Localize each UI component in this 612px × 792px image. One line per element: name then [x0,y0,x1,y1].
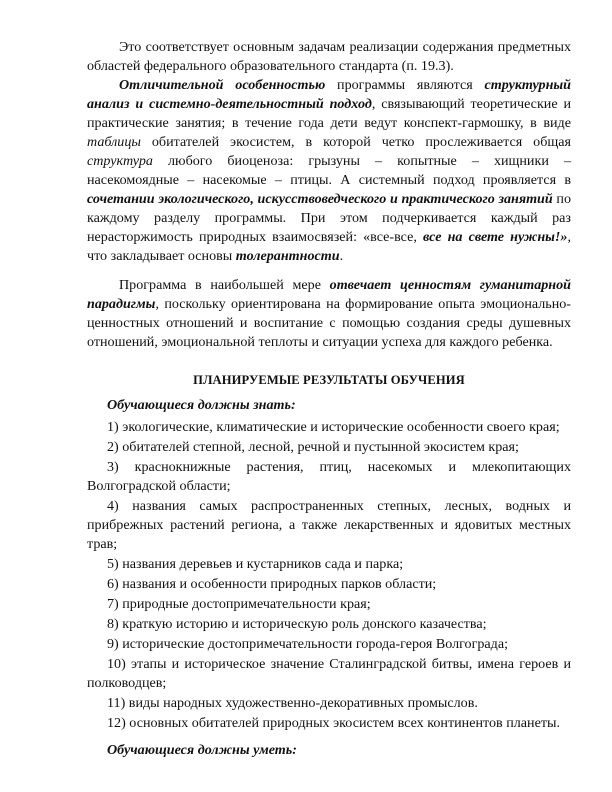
list-item: 3) краснокнижные растения, птиц, насекомых и млекопитающих Волгоградской области; [87,459,571,494]
list-item: 2) обитателей степной, лесной, речной и пустынной экосистем края; [107,439,519,455]
text-run: . [339,248,344,264]
list-item: 4) названия самых распространенных степных, лесных, водных и прибрежных растений региона, а также лекарственных и ядовитых местных трав; [87,498,571,552]
text-run: программы являются [325,77,485,93]
text-run: , что закладывает основы [87,229,571,264]
paragraph-features [87,76,571,266]
paragraph-standard: Это соответствует основным задачам реализации содержания предметных областей федерального образовательного стандарта (п. 19.3). [87,39,571,74]
section-heading: ПЛАНИРУЕМЫЕ РЕЗУЛЬТАТЫ ОБУЧЕНИЯ [193,373,465,387]
list-item: 7) природные достопримечательности края; [107,596,371,612]
emph-combination: сочетании экологического, искусствоведческого и практического занятий [87,191,553,207]
list-item: 1) экологические, климатические и исторические особенности своего края; [107,419,560,435]
text-column [87,38,571,763]
emph-table: таблицы [87,134,141,150]
list-item: 9) исторические достопримечательности города-героя Волгограда; [107,636,509,652]
text-run: , связывающий теоретические и практические занятия; в течение года дети ведут конспект-гармошку, в виде [87,96,571,131]
list-item: 6) названия и особенности природных парков области; [107,576,437,592]
text-run: обитателей экосистем, в которой четко прослеживается общая [140,134,571,150]
text-run: Программа в наибольшей мере [119,277,330,293]
text-run: любого биоценоза: грызуны – копытные – хищники – насекомоядные – насекомые – птицы. А системный подход проявляется в [87,153,571,188]
subheading-must-know: Обучающиеся должны знать: [107,397,296,413]
emph-humanitarian-paradigm: отвечает ценностям гуманитарной парадигмы [87,277,572,312]
text-run: , поскольку ориентирована на формирование опыта эмоционально-ценностных отношений и воспитание с помощью создания среды душевных отношений, эмоциональной теплоты и ситуации успеха для каждого ребенка. [87,296,571,350]
list-item: 11) виды народных художественно-декоративных промыслов. [107,695,478,711]
list-item: 12) основных обитателей природных экосистем всех континентов планеты. [107,715,560,731]
emph-all-needed: все на свете нужны!» [423,229,568,245]
paragraph-paradigm [87,276,571,352]
emph-structure: структура [87,153,153,169]
list-item: 5) названия деревьев и кустарников сада и парка; [107,556,404,572]
list-item: 8) краткую историю и историческую роль донского казачества; [107,616,487,632]
emph-structural-analysis: структурный анализ и системно-деятельностный подход [87,77,572,112]
list-item: 10) этапы и историческое значение Сталинградской битвы, имена героев и полководцев; [87,656,571,691]
must-know-list [87,418,571,733]
emph-distinctive-feature: Отличительной особенностью [119,77,326,93]
subheading-must-be-able: Обучающиеся должны уметь: [107,742,297,758]
emph-tolerance: толерантности [235,248,340,264]
text-run: по каждому разделу программы. При этом подчеркивается каждый раз нерасторжимость природных взаимосвязей: «все-все, [87,191,571,245]
